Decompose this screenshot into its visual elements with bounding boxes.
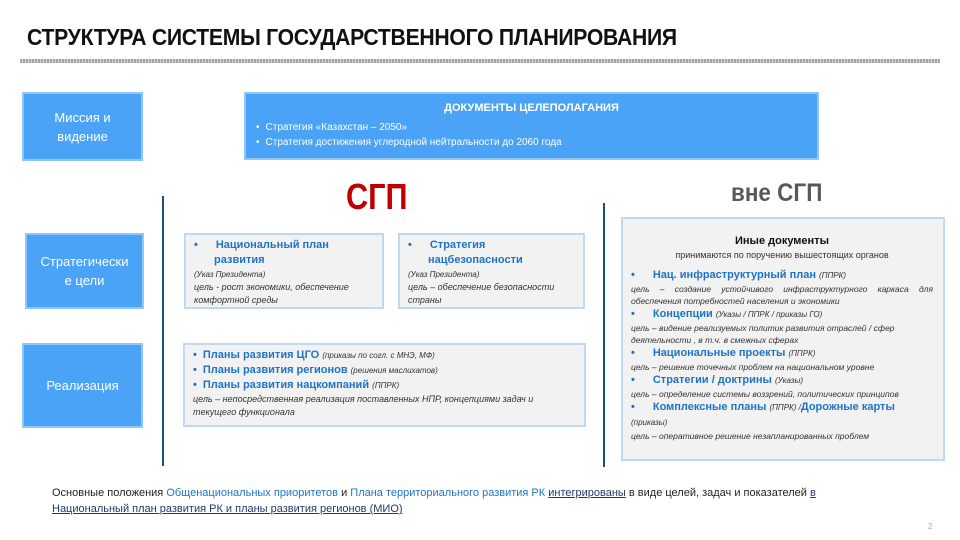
other-documents-card	[621, 217, 945, 461]
card-title: Национальный план	[215, 239, 329, 251]
right-divider-line	[603, 203, 605, 467]
bullet-icon: •	[631, 374, 635, 386]
item-title: Планы развития нацкомпаний	[202, 379, 370, 391]
national-plan-card	[184, 233, 384, 309]
list-item	[193, 378, 576, 393]
card-title-cont: развития	[214, 254, 265, 266]
bullet-icon: •	[631, 269, 635, 281]
footer-text: Основные положения	[52, 487, 167, 499]
item-note: (ППРК) /	[769, 403, 801, 412]
item-title-2: Дорожные карты	[800, 401, 895, 413]
item-title: Национальные проекты	[652, 347, 786, 359]
card-basis: (Указ Президента)	[408, 270, 480, 279]
goal-documents-header: ДОКУМЕНТЫ ЦЕЛЕПОЛАГАНИЯ	[444, 102, 619, 114]
title-divider	[20, 59, 940, 63]
item-note-2: (приказы)	[631, 418, 668, 427]
item-note: (приказы по согл. с МНЭ, МФ)	[322, 351, 435, 360]
list-item	[631, 346, 933, 361]
development-plans-card	[183, 343, 586, 427]
card-title: Стратегия	[429, 239, 486, 251]
list-item	[193, 363, 576, 378]
item-goal: цель – определение системы воззрений, политических принципов	[631, 389, 899, 399]
national-security-card	[398, 233, 585, 309]
item-title: Стратегии / доктрины	[652, 374, 772, 386]
mission-label-line1: Миссия и	[54, 109, 111, 125]
bullet-icon: •	[631, 347, 635, 359]
footer-text: и	[338, 487, 351, 499]
list-item	[193, 348, 576, 363]
item-title: Концепции	[652, 308, 713, 320]
bullet-icon: •	[194, 239, 198, 251]
footer-underlined: в	[809, 487, 816, 499]
bullet-icon: •	[631, 401, 635, 413]
item-goal: цель – решение точечных проблем на национальном уровне	[631, 362, 875, 372]
realization-box	[22, 343, 143, 428]
card-goal: цель – обеспечение безопасности страны	[408, 282, 555, 305]
mission-label-line2: видение	[57, 128, 108, 144]
list-item	[631, 373, 933, 388]
mission-vision-box	[22, 92, 143, 161]
page-title: СТРУКТУРА СИСТЕМЫ ГОСУДАРСТВЕННОГО ПЛАНИРОВАНИЯ	[27, 24, 677, 50]
bullet-icon: •	[408, 239, 412, 251]
item-note: (ППРК)	[372, 381, 400, 390]
page-number: 2	[928, 522, 933, 531]
item-title: Планы развития регионов	[202, 364, 348, 376]
list-item: • Стратегия «Казахстан – 2050»	[256, 120, 807, 135]
item-goal: цель – видение реализуемых политик развития отраслей / сфер деятельности , в т.ч. в смежных сферах	[631, 323, 895, 345]
item-note: (Указы / ППРК / приказы ГО)	[715, 310, 823, 319]
goal-documents-box	[244, 92, 819, 160]
item-title: Комплексные планы	[652, 401, 767, 413]
item-note: (Указы)	[774, 376, 803, 385]
footer-note	[52, 485, 832, 517]
item-note: (ППРК)	[819, 271, 847, 280]
bullet-icon: •	[193, 379, 197, 391]
list-item	[631, 400, 933, 430]
goal-documents-list	[256, 120, 807, 150]
outside-sgp-label: вне СГП	[731, 179, 823, 207]
strategic-label-line2: е цели	[64, 273, 105, 288]
item-title: Нац. инфраструктурный план	[652, 269, 816, 281]
list-item: • Стратегия достижения углеродной нейтральности до 2060 года	[256, 135, 807, 150]
footer-underlined: Национальный план развития РК и планы развития регионов (МИО)	[52, 503, 403, 515]
footer-highlight: Общенациональных приоритетов	[166, 487, 339, 499]
strategic-label-line1: Стратегически	[40, 254, 129, 269]
strategic-goals-box	[25, 233, 144, 309]
item-note: (решения маслихатов)	[350, 366, 438, 375]
card-goal: цель - рост экономики, обеспечение комфортной среды	[194, 282, 349, 305]
card-basis: (Указ Президента)	[194, 270, 266, 279]
list-item	[631, 307, 933, 322]
footer-highlight: Плана территориального развития РК	[350, 487, 546, 499]
bullet-icon: •	[193, 349, 197, 361]
footer-underlined: интегрированы	[548, 487, 626, 499]
other-documents-header: Иные документы	[735, 235, 829, 247]
other-documents-subheader: принимаются по поручению вышестоящих органов	[675, 250, 889, 260]
footer-text: в виде целей, задач и показателей	[625, 487, 810, 499]
list-item	[631, 268, 933, 283]
bullet-icon: •	[631, 308, 635, 320]
left-divider-line	[162, 196, 164, 466]
bullet-icon: •	[193, 364, 197, 376]
card-goal: цель – непосредственная реализация поставленных НПР, концепциями задач и текущего функционала	[193, 394, 534, 417]
item-title: Планы развития ЦГО	[202, 349, 320, 361]
item-goal: цель – оперативное решение незапланированных проблем	[631, 431, 870, 441]
item-goal: цель – создание устойчивого инфраструктурного каркаса для обеспечения потребностей населения и экономики	[631, 284, 933, 306]
item-note: (ППРК)	[788, 349, 816, 358]
card-title-cont: нацбезопасности	[428, 254, 523, 266]
realization-label: Реализация	[46, 378, 119, 393]
sgp-label: СГП	[346, 176, 408, 217]
